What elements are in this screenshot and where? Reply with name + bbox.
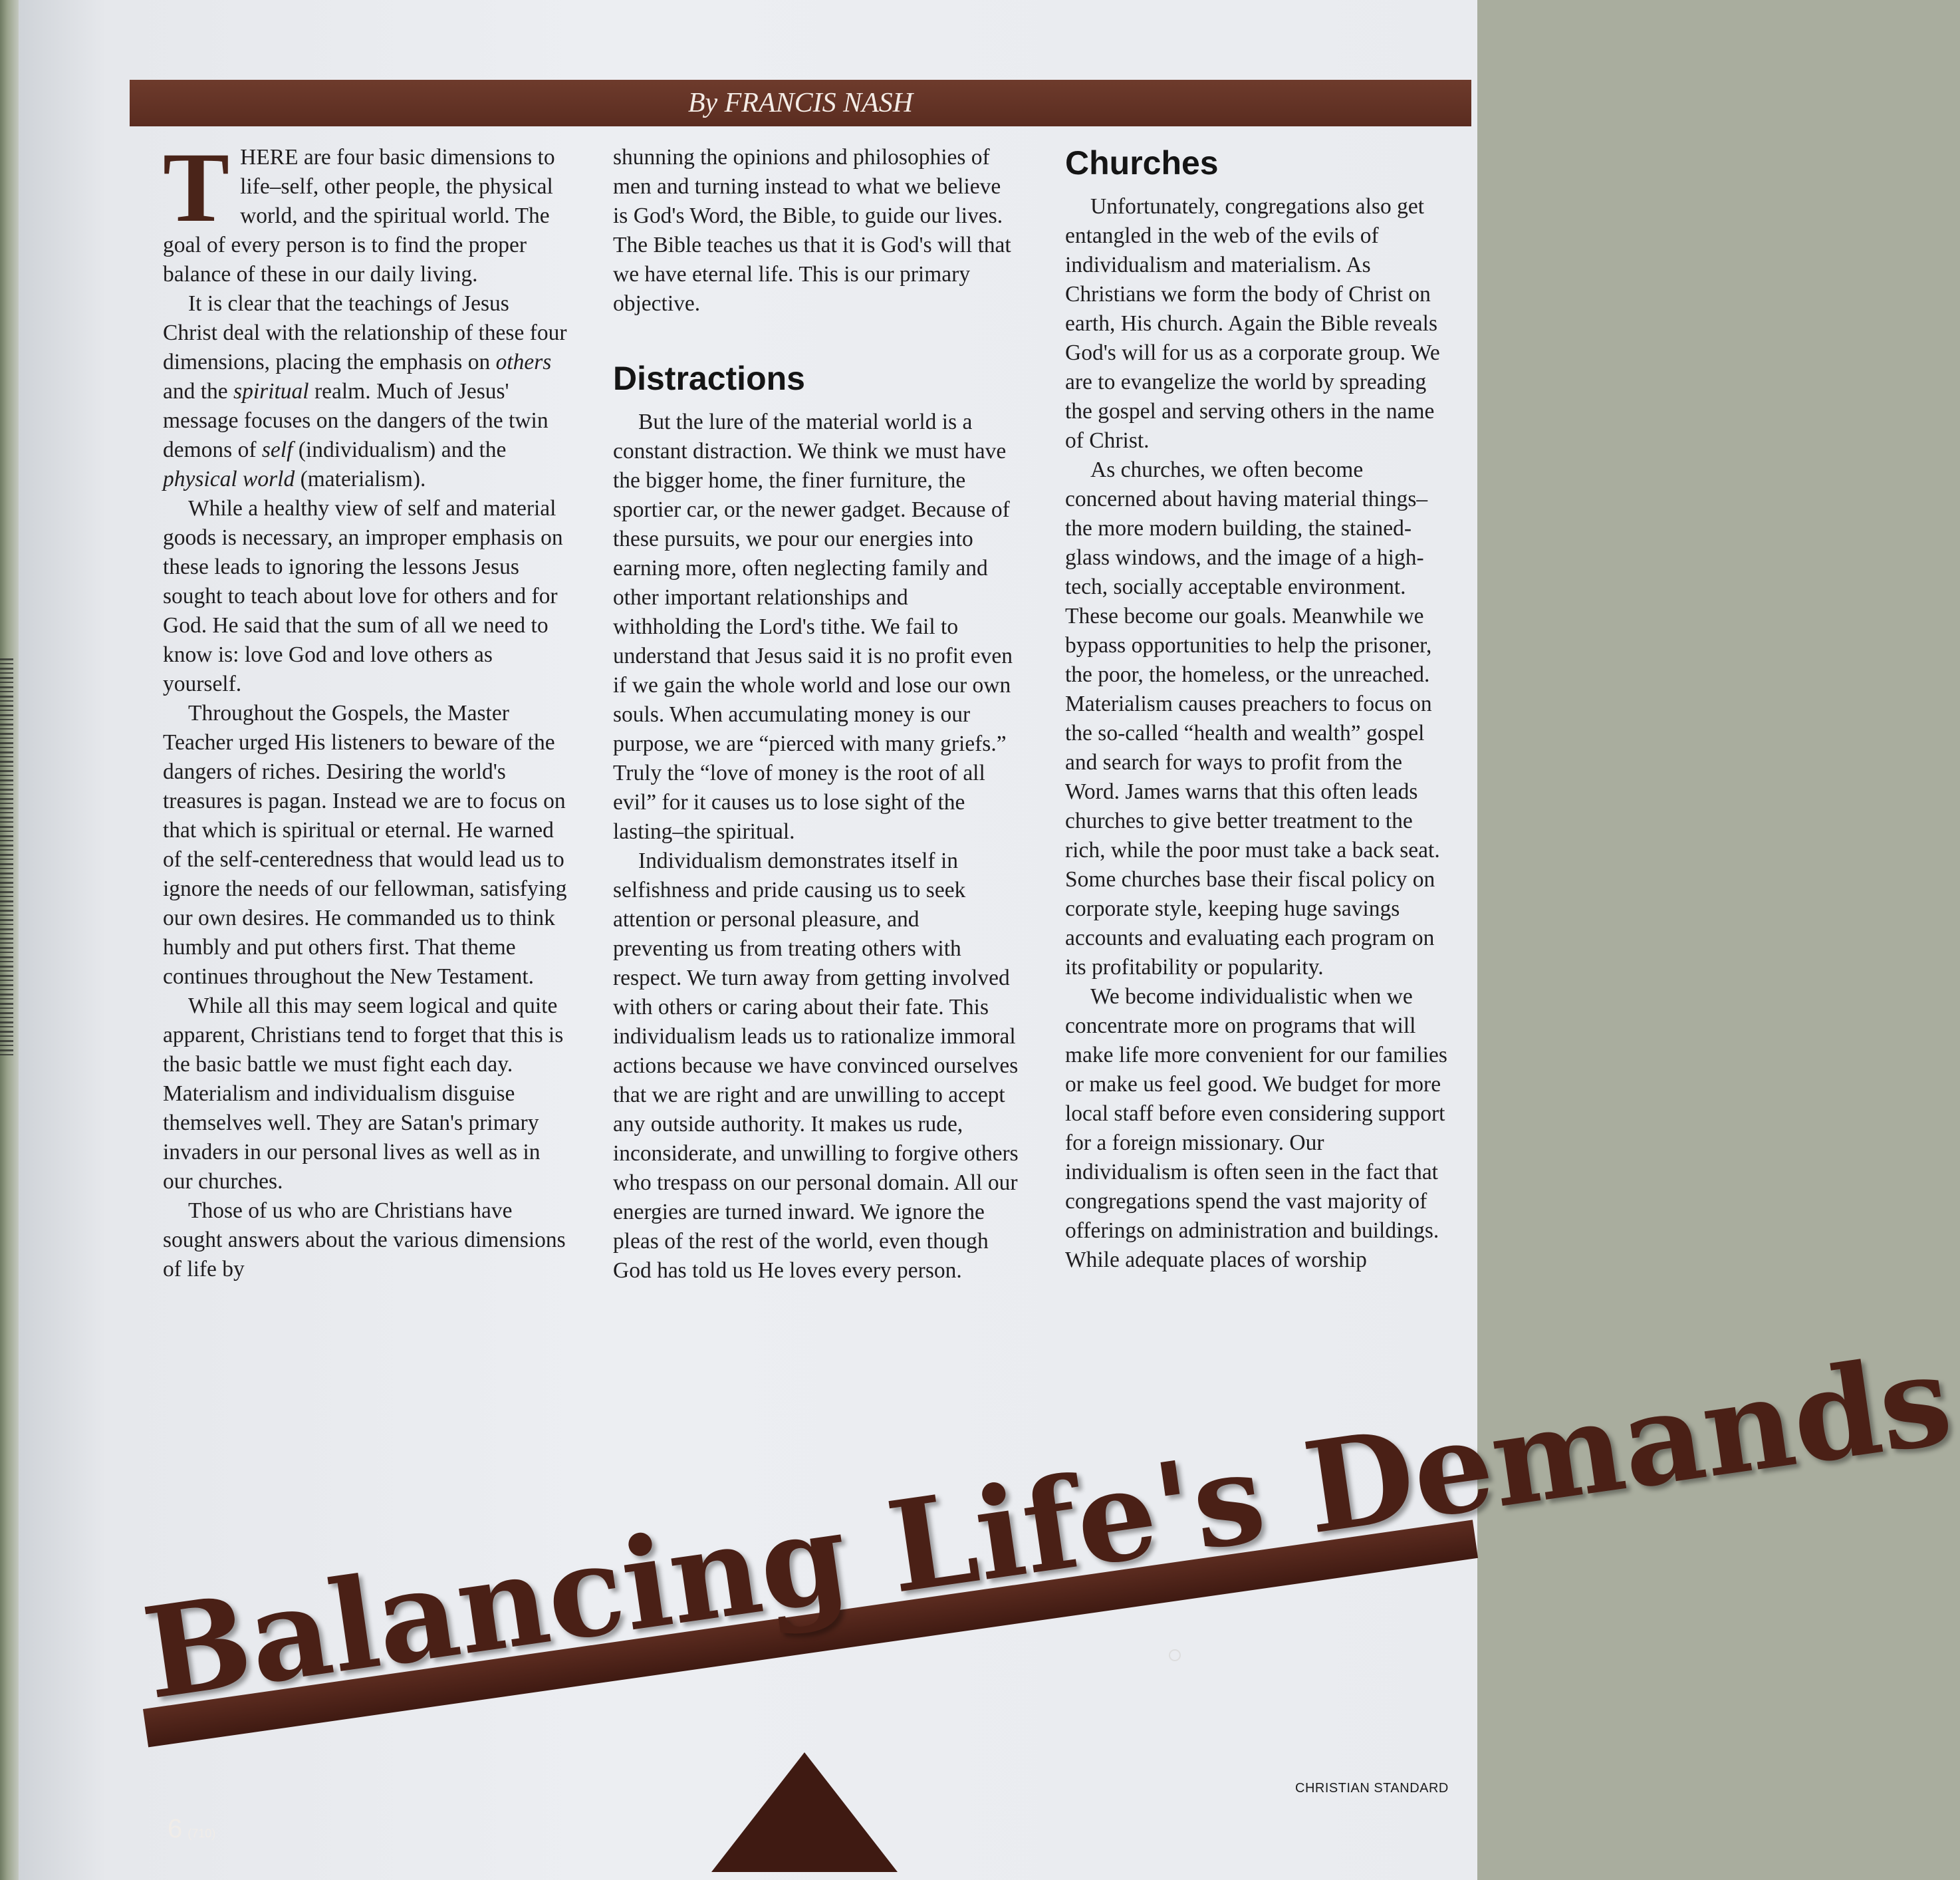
emphasis-text: others — [495, 350, 552, 374]
paragraph: Those of us who are Christians have sought answers about the various dimensions of life by — [163, 1198, 566, 1281]
paragraph: Unfortunately, congregations also get entangled in the web of the evils of individualism and materialism. As Christians we form the body of Christ on earth, His church. Again the Bible reveals God's will for us as a corporate group. We are to evangelize the world by spreading the gospel and serving others in the name of Christ. — [1065, 194, 1440, 453]
section-heading: Churches — [1065, 144, 1219, 182]
paragraph: shunning the opinions and philosophies of men and turning instead to what we believe is God's Word, the Bible, to guide our lives. The Bible teaches us that it is God's will that we have eternal life. This is our primary objective. — [613, 145, 1011, 316]
section-heading: Distractions — [613, 360, 805, 397]
byline: By FRANCIS NASH — [687, 88, 914, 118]
paragraph-text: (materialism). — [295, 467, 426, 491]
paragraph: Throughout the Gospels, the Master Teacher urged His listeners to beware of the dangers of riches. Desiring the world's treasures is pagan. Instead we are to focus on that which is spiritual or eternal. He warned of the self-centeredness that would lead us to ignore the needs of our fellowman, satisfying our own desires. He commanded us to think humbly and put others first. That theme continues throughout the New Testament. — [163, 701, 567, 989]
drop-cap: T — [163, 132, 230, 243]
paragraph: But the lure of the material world is a constant distraction. We think we must have the bigger home, the finer furniture, the sportier car, or the newer gadget. Because of these pursuits, we pour our energies into earning more, often neglecting family and other important relationships and withholding the Lord's tithe. We fail to understand that Jesus said it is no profit even if we gain the whole world and lose our own souls. When accumulating money is our purpose, we are “pierced with many griefs.” Truly the “love of money is the root of all evil” for it causes us to lose sight of the lasting–the spiritual. — [613, 410, 1013, 844]
seesaw-fulcrum — [711, 1752, 898, 1872]
magazine-name: CHRISTIAN STANDARD — [1295, 1781, 1449, 1796]
paragraph-text: realm. Much of Jesus' message focuses on the dangers of the twin demons of — [163, 379, 549, 462]
beam-pin — [1169, 1649, 1181, 1661]
article-title: Balancing Life's Demands — [135, 1325, 1960, 1728]
paragraph-text: (individualism) and the — [293, 438, 507, 462]
page-number-value: 6 — [168, 1814, 183, 1843]
paragraph-text: HERE are four basic dimensions to life–self, other people, the physical world, and the spiritual world. The goal of every person is to find the proper balance of these in our daily living. — [163, 145, 555, 287]
paragraph: Individualism demonstrates itself in selfishness and pride causing us to seek attention or personal pleasure, and preventing us from treating others with respect. We turn away from getting involved with others or caring about their fate. This individualism leads us to rationalize immoral actions because we have convinced ourselves that we are right and are unwilling to accept any outside authority. It makes us rude, inconsiderate, and unwilling to forgive others who trespass on our personal domain. All our energies are turned inward. We ignore the pleas of the rest of the world, even though God has told us He loves every person. — [613, 849, 1019, 1283]
paragraph-text: and the — [163, 379, 234, 404]
paragraph-text: It is clear that the teachings of Jesus Christ deal with the relationship of these four dimensions, placing the emphasis on — [163, 291, 567, 374]
paragraph: While all this may seem logical and quite apparent, Christians tend to forget that this is the basic battle we must fight each day. Materialism and individualism disguise themselves well. They are Satan's primary invaders in our personal lives as well as in our churches. — [163, 994, 564, 1194]
emphasis-text: self — [261, 438, 293, 462]
page-number-sub: (710) — [187, 1827, 216, 1840]
emphasis-text: physical world — [163, 467, 295, 491]
paragraph: As churches, we often become concerned about having material things–the more modern building, the stained-glass windows, and the image of a high-tech, socially acceptable environment. These become our goals. Meanwhile we bypass opportunities to help the prisoner, the poor, the homeless, or the unreached. Materialism causes preachers to focus on the so-called “health and wealth” gospel and search for ways to profit from the Word. James warns that this often leads churches to give better treatment to the rich, while the poor must take a back seat. Some churches base their fiscal policy on corporate style, keeping huge savings accounts and evaluating each program on its profitability or popularity. — [1065, 458, 1440, 980]
paragraph: We become individualistic when we concentrate more on programs that will make life more convenient for our families or make us feel good. We budget for more local staff before even considering support for a foreign missionary. Our individualism is often seen in the fact that congregations spend the vast majority of offerings on administration and buildings. While adequate places of worship — [1065, 984, 1447, 1272]
emphasis-text: spiritual — [233, 379, 309, 404]
paragraph: While a healthy view of self and material goods is necessary, an improper emphasis on these leads to ignoring the lessons Jesus sought to teach about love for others and for God. He said that the sum of all we need to know is: love God and love others as yourself. — [163, 496, 563, 696]
page-number — [168, 1812, 215, 1850]
